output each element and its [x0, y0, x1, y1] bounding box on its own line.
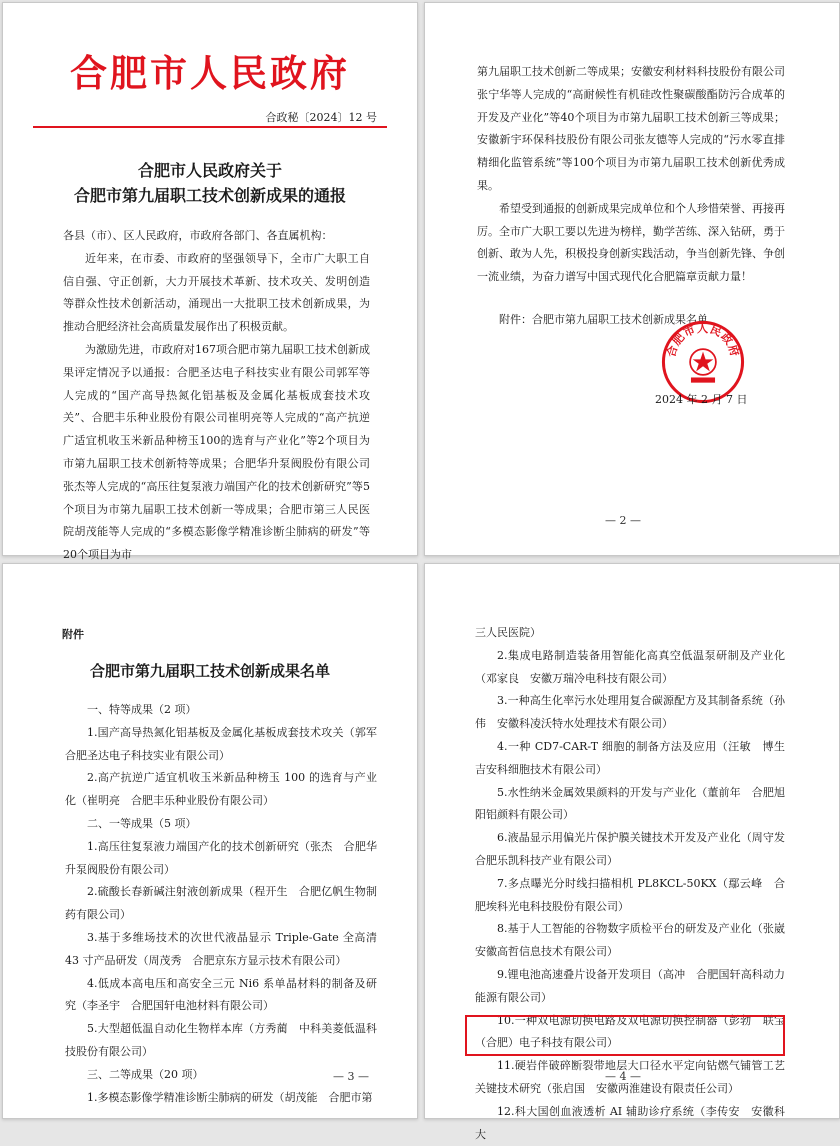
seal-text: 合肥市人民政府 [664, 321, 742, 359]
list-item: 8.基于人工智能的谷物数字质检平台的研发及产业化（张崴 安徽高哲信息技术有限公司） [475, 922, 796, 959]
award-list [65, 699, 388, 1109]
section-heading: 二、一等成果（5 项） [87, 816, 197, 830]
list-item: 5.水性纳米金属效果颜料的开发与产业化（董前年 合肥旭阳铝颜料有限公司） [475, 785, 785, 822]
list-item: 4.低成本高电压和高安全三元 Ni6 系单晶材料的制备及研究（李圣宇 合肥国轩电池材料有限公司） [65, 976, 377, 1013]
list-item: 4.一种 CD7-CAR-T 细胞的制备方法及应用（汪敏 博生吉安科细胞技术有限公司） [475, 739, 785, 776]
list-title: 合肥市第九届职工技术创新成果名单 [89, 662, 330, 680]
attachment-note: 附件：合肥市第九届职工技术创新成果名单 [499, 312, 708, 326]
red-divider [33, 126, 387, 128]
document-page-3 [2, 563, 418, 1119]
document-page-2 [424, 2, 840, 556]
list-item: 3.一种高生化率污水处理用复合碳源配方及其制备系统（孙伟 安徽科凌沃特水处理技术有限公司） [475, 694, 785, 731]
award-list-continued [475, 622, 796, 1146]
list-item: 2.集成电路制造装备用智能化高真空低温泵研制及产业化（邓家良 安徽万瑞冷电科技有限公司） [475, 648, 785, 685]
list-item-highlighted: 11.硬岩伴破碎断裂带地层大口径水平定向钻燃气铺管工艺关键技术研究（张启国 安徽两淮建设有限责任公司） [475, 1059, 785, 1095]
list-item: 三人民医院） [475, 626, 541, 639]
list-item: 10.一种双电源切换电路及双电源切换控制器（彭勃 联宝（合肥）电子科技有限公司） [475, 1013, 785, 1050]
doc-number: 合政秘〔2024〕12 号 [265, 111, 377, 124]
doc-title-line2: 合肥市第九届职工技术创新成果的通报 [73, 186, 346, 205]
page1-body [63, 225, 370, 567]
list-item: 5.大型超低温自动化生物样本库（方秀蔺 中科美菱低温科技股份有限公司） [65, 1022, 377, 1058]
gov-letterhead: 合肥市人民政府 [70, 51, 350, 95]
highlight-box [465, 1015, 785, 1056]
paragraph: 希望受到通报的创新成果完成单位和个人珍惜荣誉、再接再厉。全市广大职工要以先进为榜样，勤学苦练、深入钻研，勇于创新、敢为人先，积极投身创新实践活动，争当创新先锋、争创一流业绩，为奋力谱写中国式现代化合肥篇章贡献力量！ [477, 201, 785, 284]
list-item: 1.国产高导热氮化铝基板及金属化基板成套技术攻关（郭军 合肥圣达电子科技实业有限公司） [65, 725, 388, 762]
paragraph: 近年来，在市委、市政府的坚强领导下，全市广大职工自信自强、守正创新，大力开展技术革新、技术攻关、发明创造等群众性技术创新活动，涌现出一大批职工技术创新成果，为推动合肥经济社会高质量发展作出了积极贡献。 [63, 251, 370, 334]
page-number: — 3 — [333, 1070, 369, 1083]
list-item: 2.高产抗逆广适宜机收玉米新品种榜玉 100 的选育与产业化（崔明亮 合肥丰乐种业股份有限公司） [65, 771, 377, 808]
list-item: 3.基于多维场技术的次世代液晶显示 Triple-Gate 全高清 43 寸产品研发（周茂秀 合肥京东方显示技术有限公司） [65, 930, 377, 967]
list-item: 2.硫酸长春新碱注射液创新成果（程开生 合肥亿帆生物制药有限公司） [65, 885, 377, 922]
issue-date: 2024 年 2 月 7 日 [655, 393, 748, 406]
attachment-label: 附件 [62, 628, 84, 641]
doc-title-line1: 合肥市人民政府关于 [137, 161, 282, 180]
list-item: 12.科大国创血液透析 AI 辅助诊疗系统（李传安 安徽科大 [475, 1104, 785, 1141]
page-number: — 4 — [605, 1070, 641, 1083]
list-item: 1.多模态影像学精准诊断尘肺病的研发（胡茂能 合肥市第 [87, 1090, 373, 1104]
section-heading: 一、特等成果（2 项） [87, 703, 197, 716]
document-page-4 [424, 563, 840, 1141]
section-heading: 三、二等成果（20 项） [87, 1067, 204, 1081]
page2-body [477, 61, 785, 332]
document-page-1 [2, 2, 418, 562]
list-item: 6.液晶显示用偏光片保护膜关键技术开发及产业化（周守发 合肥乐凯科技产业有限公司） [475, 831, 796, 867]
page-number: — 2 — [605, 514, 641, 527]
addressee: 各县（市）、区人民政府，市政府各部门、各直属机构： [63, 229, 333, 242]
list-item: 1.高压往复泵液力端国产化的技术创新研究（张杰 合肥华升泵阀股份有限公司） [65, 839, 377, 876]
list-item: 7.多点曝光分时线扫描相机 PL8KCL-50KX（鄢云峰 合肥埃科光电科技股份有限公司） [475, 876, 785, 913]
paragraph: 第九届职工技术创新二等成果；安徽安利材料科技股份有限公司张宁华等人完成的“高耐候性有机硅改性聚碳酸酯防污合成革的开发及产业化”等40个项目为市第九届职工技术创新三等成果；安徽新宇环保科技股份有限公司张友德等人完成的“污水零直排精细化监管系统”等100个项目为市第九届职工技术创新优秀成果。 [477, 65, 785, 192]
paragraph: 为激励先进，市政府对167项合肥市第九届职工技术创新成果评定情况予以通报：合肥圣达电子科技实业有限公司郭军等人完成的“国产高导热氮化铝基板及金属化基板成套技术攻关”、合肥丰乐种业股份有限公司崔明亮等人完成的“高产抗逆广适宜机收玉米新品种榜玉100的选育与产业化”等2个项目为市第九届职工技术创新特等成果；合肥华升泵阀股份有限公司张杰等人完成的“高压往复泵液力端国产化的技术创新研究”等5个项目为市第九届职工技术创新一等成果；合肥市第三人民医院胡茂能等人完成的“多模态影像学精准诊断尘肺病的研发”等20个项目为市 [63, 342, 370, 562]
list-item: 9.锂电池高速叠片设备开发项目（高冲 合肥国轩高科动力能源有限公司） [475, 967, 785, 1004]
